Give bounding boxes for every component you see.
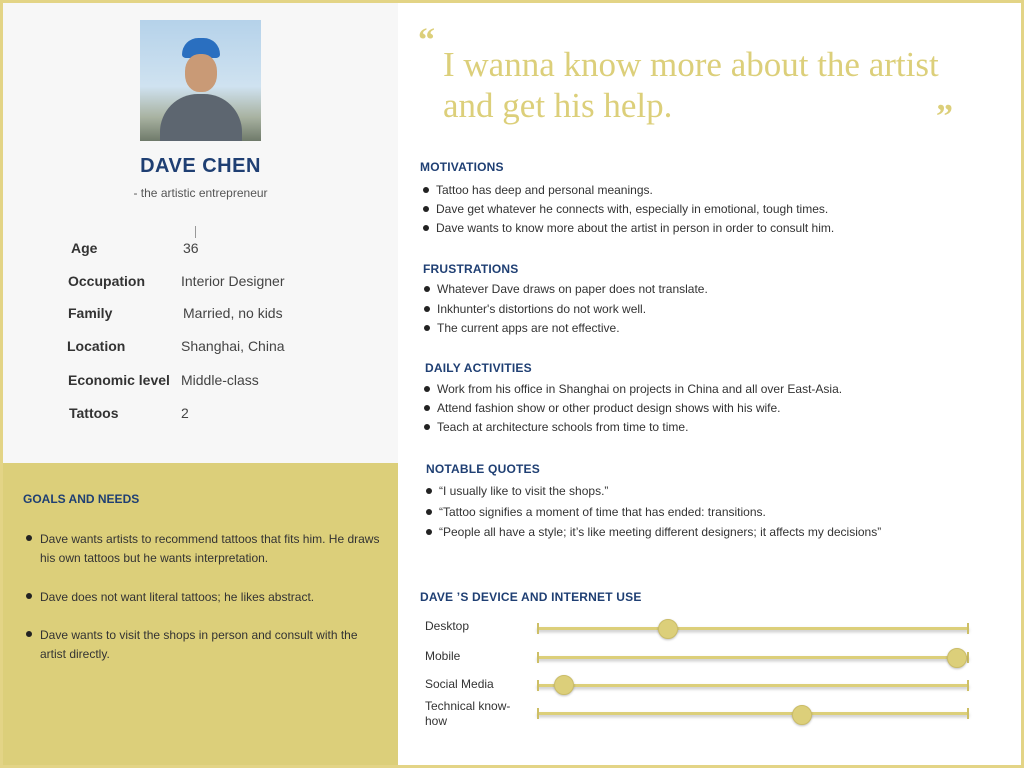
list-item: “Tattoo signifies a moment of time that has ended: transitions. xyxy=(439,505,766,519)
headline-quote: I wanna know more about the artist and get his help. xyxy=(443,45,939,125)
device-label-technical-know-how: Technical know-how xyxy=(425,699,511,728)
device-label-social-media: Social Media xyxy=(425,677,494,691)
bullet-dot xyxy=(26,535,32,541)
info-value-occupation: Interior Designer xyxy=(181,273,285,289)
list-item: Teach at architecture schools from time to time. xyxy=(437,420,689,434)
device-label-desktop: Desktop xyxy=(425,619,470,633)
bullet-dot xyxy=(423,206,429,212)
list-item: “People all have a style; it’s like meeting different designers; it affects my decisions” xyxy=(439,525,882,539)
bullet-dot xyxy=(26,593,32,599)
section-title-daily-activities: DAILY ACTIVITIES xyxy=(425,361,532,375)
persona-subtitle: - the artistic entrepreneur xyxy=(133,186,268,200)
info-label-economic-level: Economic level xyxy=(68,372,170,388)
list-item: “I usually like to visit the shops.” xyxy=(439,484,609,498)
mobile-usage-knob xyxy=(947,648,967,668)
body-shape xyxy=(160,94,242,141)
info-label-occupation: Occupation xyxy=(68,273,146,289)
section-title-notable-quotes: NOTABLE QUOTES xyxy=(426,462,540,476)
open-quote-mark: “ xyxy=(418,22,435,59)
profile-photo xyxy=(140,20,261,141)
device-label-mobile: Mobile xyxy=(425,649,461,663)
info-value-economic-level: Middle-class xyxy=(181,372,259,388)
info-value-family: Married, no kids xyxy=(183,305,283,321)
goals-title: GOALS AND NEEDS xyxy=(23,492,140,506)
bullet-dot xyxy=(424,325,430,331)
bullet-dot xyxy=(424,424,430,430)
bullet-dot xyxy=(424,286,430,292)
bullet-dot xyxy=(424,306,430,312)
social-media-usage-knob xyxy=(554,675,574,695)
info-label-age: Age xyxy=(71,240,98,256)
technical-know-how-usage-track xyxy=(537,712,969,715)
bullet-dot xyxy=(423,225,429,231)
bullet-dot xyxy=(424,386,430,392)
text-cursor xyxy=(195,226,196,238)
technical-know-how-usage-knob xyxy=(792,705,812,725)
section-title-motivations: MOTIVATIONS xyxy=(420,160,504,174)
info-label-location: Location xyxy=(67,338,126,354)
bullet-dot xyxy=(426,529,432,535)
bullet-dot xyxy=(423,187,429,193)
bullet-dot xyxy=(426,509,432,515)
info-label-family: Family xyxy=(68,305,113,321)
list-item: Inkhunter's distortions do not work well. xyxy=(437,302,647,316)
list-item: The current apps are not effective. xyxy=(437,321,620,335)
list-item: Tattoo has deep and personal meanings. xyxy=(436,183,653,197)
social-media-usage-track xyxy=(537,684,969,687)
info-value-location: Shanghai, China xyxy=(181,338,285,354)
info-value-age: 36 xyxy=(183,240,199,256)
bullet-dot xyxy=(426,488,432,494)
face-shape xyxy=(185,54,217,92)
info-label-tattoos: Tattoos xyxy=(69,405,119,421)
list-item: Dave get whatever he connects with, especially in emotional, tough times. xyxy=(436,202,829,216)
mobile-usage-track xyxy=(537,656,969,659)
close-quote-mark: ” xyxy=(936,98,953,135)
goal-item: Dave wants artists to recommend tattoos that fits him. He draws his own tattoos but he wants interpretation. xyxy=(40,532,380,565)
section-title-frustrations: FRUSTRATIONS xyxy=(423,262,519,276)
goals-panel xyxy=(3,463,398,765)
bullet-dot xyxy=(26,631,32,637)
section-title-device-use: DAVE ’S DEVICE AND INTERNET USE xyxy=(420,590,642,604)
list-item: Dave wants to know more about the artist in person in order to consult him. xyxy=(436,221,835,235)
goal-item: Dave does not want literal tattoos; he likes abstract. xyxy=(40,590,315,604)
list-item: Attend fashion show or other product design shows with his wife. xyxy=(437,401,781,415)
goal-item: Dave wants to visit the shops in person and consult with the artist directly. xyxy=(40,628,358,661)
persona-name: DAVE CHEN xyxy=(140,155,261,177)
list-item: Whatever Dave draws on paper does not translate. xyxy=(437,282,708,296)
info-value-tattoos: 2 xyxy=(181,405,189,421)
list-item: Work from his office in Shanghai on projects in China and all over East-Asia. xyxy=(437,382,843,396)
bullet-dot xyxy=(424,405,430,411)
desktop-usage-track xyxy=(537,627,969,630)
desktop-usage-knob xyxy=(658,619,678,639)
